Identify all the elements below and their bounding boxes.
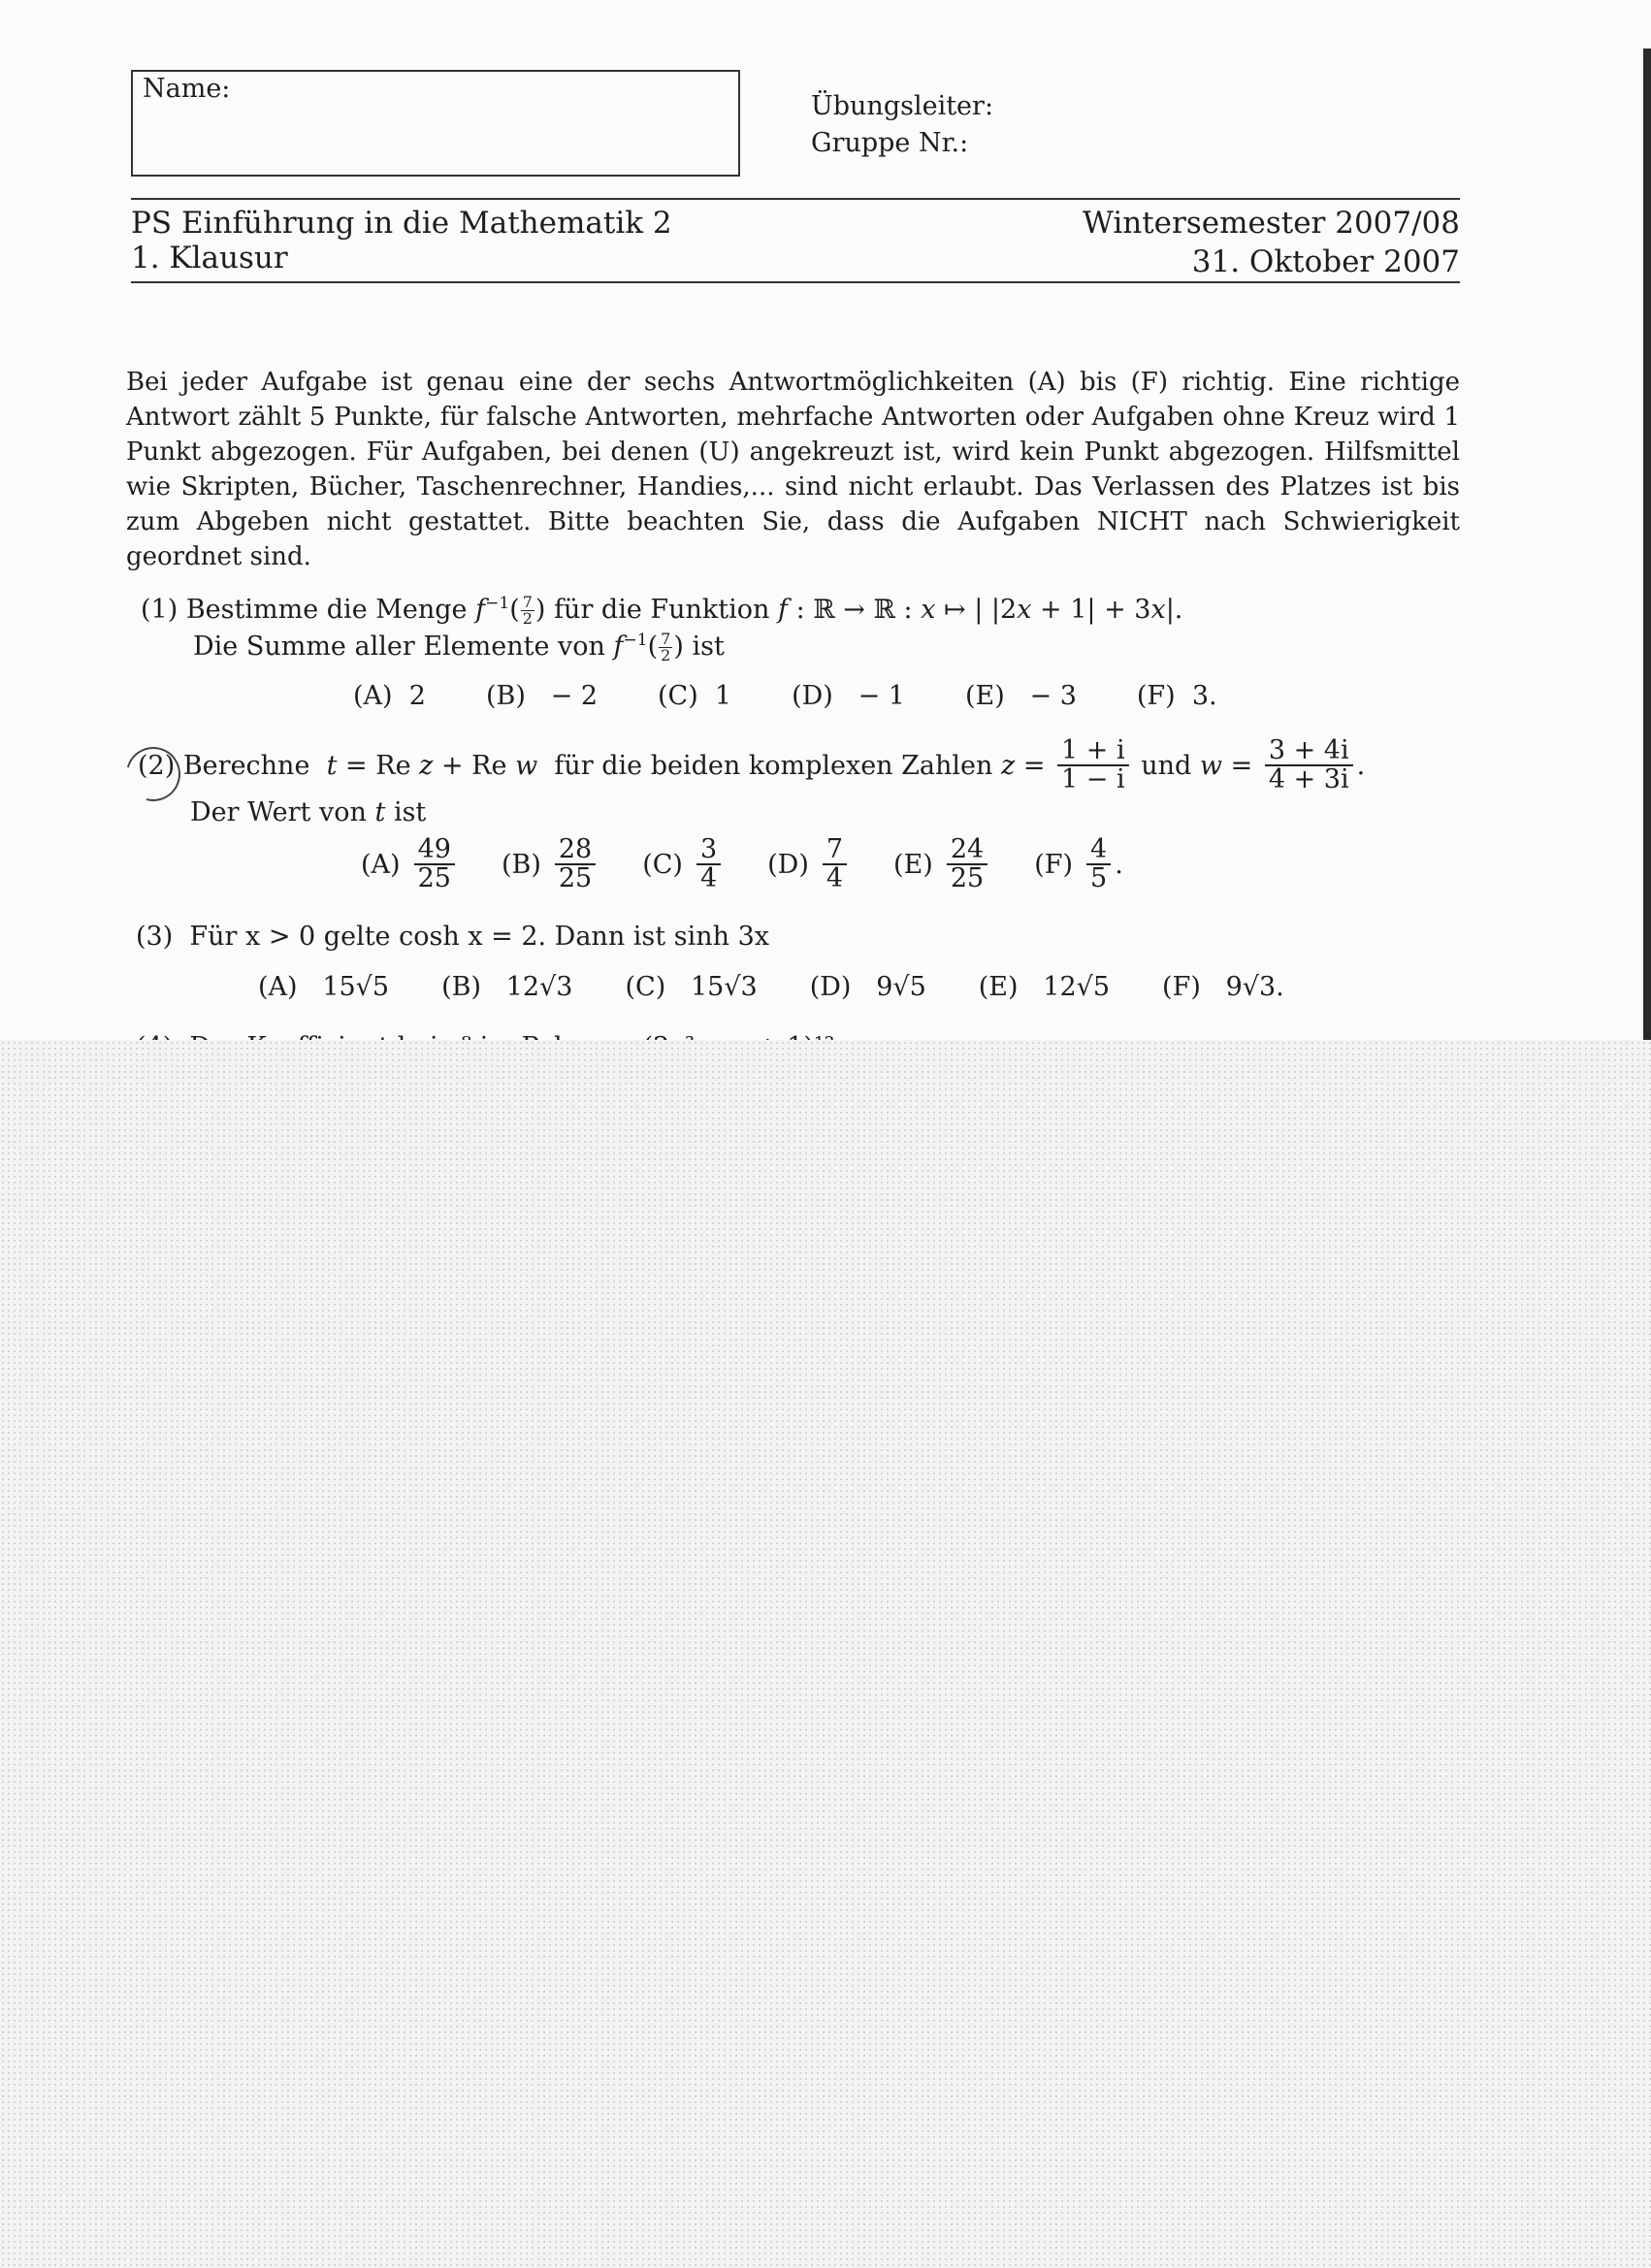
question-2-line2: [190, 797, 426, 827]
question-1-answers: [353, 681, 1217, 711]
q1-option-e-label: (E): [964, 681, 1005, 711]
scan-edge-shadow: [1643, 49, 1651, 1040]
question-1-number: (1): [141, 595, 178, 625]
instructor-label: Übungsleiter:: [811, 91, 994, 121]
q1-option-e[interactable]: [965, 681, 1077, 711]
q2-option-a[interactable]: [361, 836, 459, 893]
name-label: Name:: [143, 74, 231, 104]
q1-option-b-value: − 2: [550, 681, 598, 711]
exam-date: 31. Oktober 2007: [1191, 244, 1460, 279]
q3-option-b-label: (B): [441, 972, 481, 1002]
question-1-text-b: für die Funktion: [554, 595, 770, 625]
question-1: [141, 594, 1182, 627]
q2-option-b-den: 25: [558, 863, 593, 894]
question-2-t-expr: t = Re z + Re w: [326, 750, 538, 781]
question-2-text-a: Berechne: [182, 750, 310, 781]
question-2: [138, 737, 1365, 794]
q2-option-f-den: 5: [1090, 863, 1108, 894]
q1-option-a-label: (A): [353, 681, 393, 711]
q3-option-c-value: 15√3: [690, 972, 758, 1002]
q3-option-d-label: (D): [809, 972, 852, 1002]
q2-option-e-den: 25: [950, 863, 985, 894]
q1-option-f[interactable]: [1137, 681, 1217, 711]
exam-page: [0, 0, 1651, 1040]
question-2-z-expr: z = $\frac{1 + i}{1 - i}$: [1001, 737, 1133, 794]
question-1-line2-end: ist: [692, 632, 725, 662]
q2-option-c[interactable]: [642, 836, 725, 893]
question-2-text-b: für die beiden komplexen Zahlen: [554, 750, 993, 781]
semester: Wintersemester 2007/08: [1083, 206, 1460, 241]
name-field-box[interactable]: [131, 70, 740, 177]
question-1-set-expr: $f^{-1}$( $\frac{7}{2}$ ): [475, 593, 546, 628]
question-3-number: (3): [136, 922, 174, 952]
q2-option-f-num: 4: [1086, 836, 1111, 865]
q1-option-b-label: (B): [485, 681, 526, 711]
question-2-t-var: t: [374, 797, 386, 827]
q2-option-c-label: (C): [642, 849, 683, 880]
exam-title: 1. Klausur: [131, 241, 288, 275]
q1-option-c-value: 1: [714, 681, 732, 711]
q1-option-a-value: 2: [408, 681, 426, 711]
q3-option-e-value: 12√5: [1043, 972, 1111, 1002]
group-label: Gruppe Nr.:: [811, 128, 969, 158]
q2-option-c-den: 4: [699, 863, 718, 894]
q3-option-d-value: 9√5: [876, 972, 926, 1002]
q1-option-d-label: (D): [792, 681, 833, 711]
q2-option-d-label: (D): [767, 849, 809, 880]
q1-option-c[interactable]: [658, 681, 731, 711]
q2-option-b-label: (B): [501, 849, 541, 880]
question-2-line2-text: Der Wert von: [190, 797, 367, 827]
q1-option-f-label: (F): [1136, 681, 1176, 711]
q2-option-d[interactable]: [767, 836, 851, 893]
question-1-line2-text: Die Summe aller Elemente von: [193, 632, 605, 662]
course-title: PS Einführung in die Mathematik 2: [131, 206, 672, 241]
question-3: [136, 922, 769, 952]
question-2-text-c: und: [1141, 750, 1192, 781]
q2-option-c-num: 3: [696, 836, 721, 865]
q2-option-d-den: 4: [826, 863, 844, 894]
q2-option-a-label: (A): [361, 849, 401, 880]
q2-option-e-num: 24: [947, 836, 987, 865]
q3-option-e-label: (E): [978, 972, 1019, 1002]
q3-option-e[interactable]: [979, 972, 1110, 1002]
question-1-function-expr: f : ℝ → ℝ : x ↦ | |2x + 1| + 3x|.: [778, 595, 1183, 625]
q3-option-c-label: (C): [625, 972, 666, 1002]
q1-option-d-value: − 1: [858, 681, 905, 711]
q2-option-a-num: 49: [414, 836, 455, 865]
question-2-answers: [361, 836, 1123, 893]
q3-option-f-value: 9√3.: [1225, 972, 1284, 1002]
header-rule-top: [131, 198, 1460, 200]
question-1-line2-expr: $f^{-1}$( $\frac{7}{2}$ ): [613, 630, 684, 664]
q3-option-f[interactable]: [1162, 972, 1284, 1002]
question-3-answers: [258, 972, 1284, 1002]
q1-option-f-value: 3.: [1191, 681, 1217, 711]
q3-option-a[interactable]: [258, 972, 389, 1002]
header-rule-bottom: [131, 281, 1460, 283]
question-2-number: (2): [138, 750, 176, 781]
q2-option-d-num: 7: [823, 836, 847, 865]
q1-option-e-value: − 3: [1029, 681, 1077, 711]
q2-option-e[interactable]: [893, 836, 991, 893]
q1-option-d[interactable]: [792, 681, 905, 711]
q2-option-b-num: 28: [555, 836, 596, 865]
q1-option-b[interactable]: [486, 681, 598, 711]
q2-option-a-den: 25: [417, 863, 451, 894]
q1-option-a[interactable]: [353, 681, 426, 711]
q2-option-e-label: (E): [893, 849, 933, 880]
question-3-text: Für x > 0 gelte cosh x = 2. Dann ist sinh 3x: [189, 922, 769, 952]
q3-option-f-label: (F): [1162, 972, 1201, 1002]
question-1-text-a: Bestimme die Menge: [185, 595, 468, 625]
q1-option-c-label: (C): [658, 681, 698, 711]
q3-option-a-label: (A): [258, 972, 298, 1002]
question-2-w-expr: w = $\frac{3 + 4i}{4 + 3i}$ .: [1199, 735, 1366, 795]
q3-option-b[interactable]: [441, 972, 572, 1002]
q3-option-a-value: 15√5: [322, 972, 390, 1002]
instructions-paragraph: Bei jeder Aufgabe ist genau eine der sechs Antwortmöglichkeiten (A) bis (F) richtig. Eine richtige Antwort zählt 5 Punkte, für falsche Antworten, mehrfache Antworten oder Aufgaben ohne Kreuz wird 1 Punkt abgezogen. Für Aufgaben, bei denen (U) angekreuzt ist, wird kein Punkt abgezogen. Hilfsmittel wie Skripten, Bücher, Taschenrechner, Handies,... sind nicht erlaubt. Das Verlassen des Platzes ist bis zum Abgeben nicht gestattet. Bitte beachten Sie, dass die Aufgaben NICHT nach Schwierigkeit geordnet sind.: [126, 368, 1460, 571]
question-1-line2: [193, 631, 725, 664]
q2-option-f-label: (F): [1034, 849, 1073, 880]
q3-option-b-value: 12√3: [505, 972, 573, 1002]
question-2-line2-end: ist: [393, 797, 427, 827]
q3-option-d[interactable]: [810, 972, 926, 1002]
q3-option-c[interactable]: [626, 972, 758, 1002]
q2-option-b[interactable]: [502, 836, 599, 893]
q2-option-f[interactable]: (F) $\frac{4}{5}$ .: [1034, 834, 1123, 894]
transparent-unscanned-area: [0, 1040, 1651, 2268]
